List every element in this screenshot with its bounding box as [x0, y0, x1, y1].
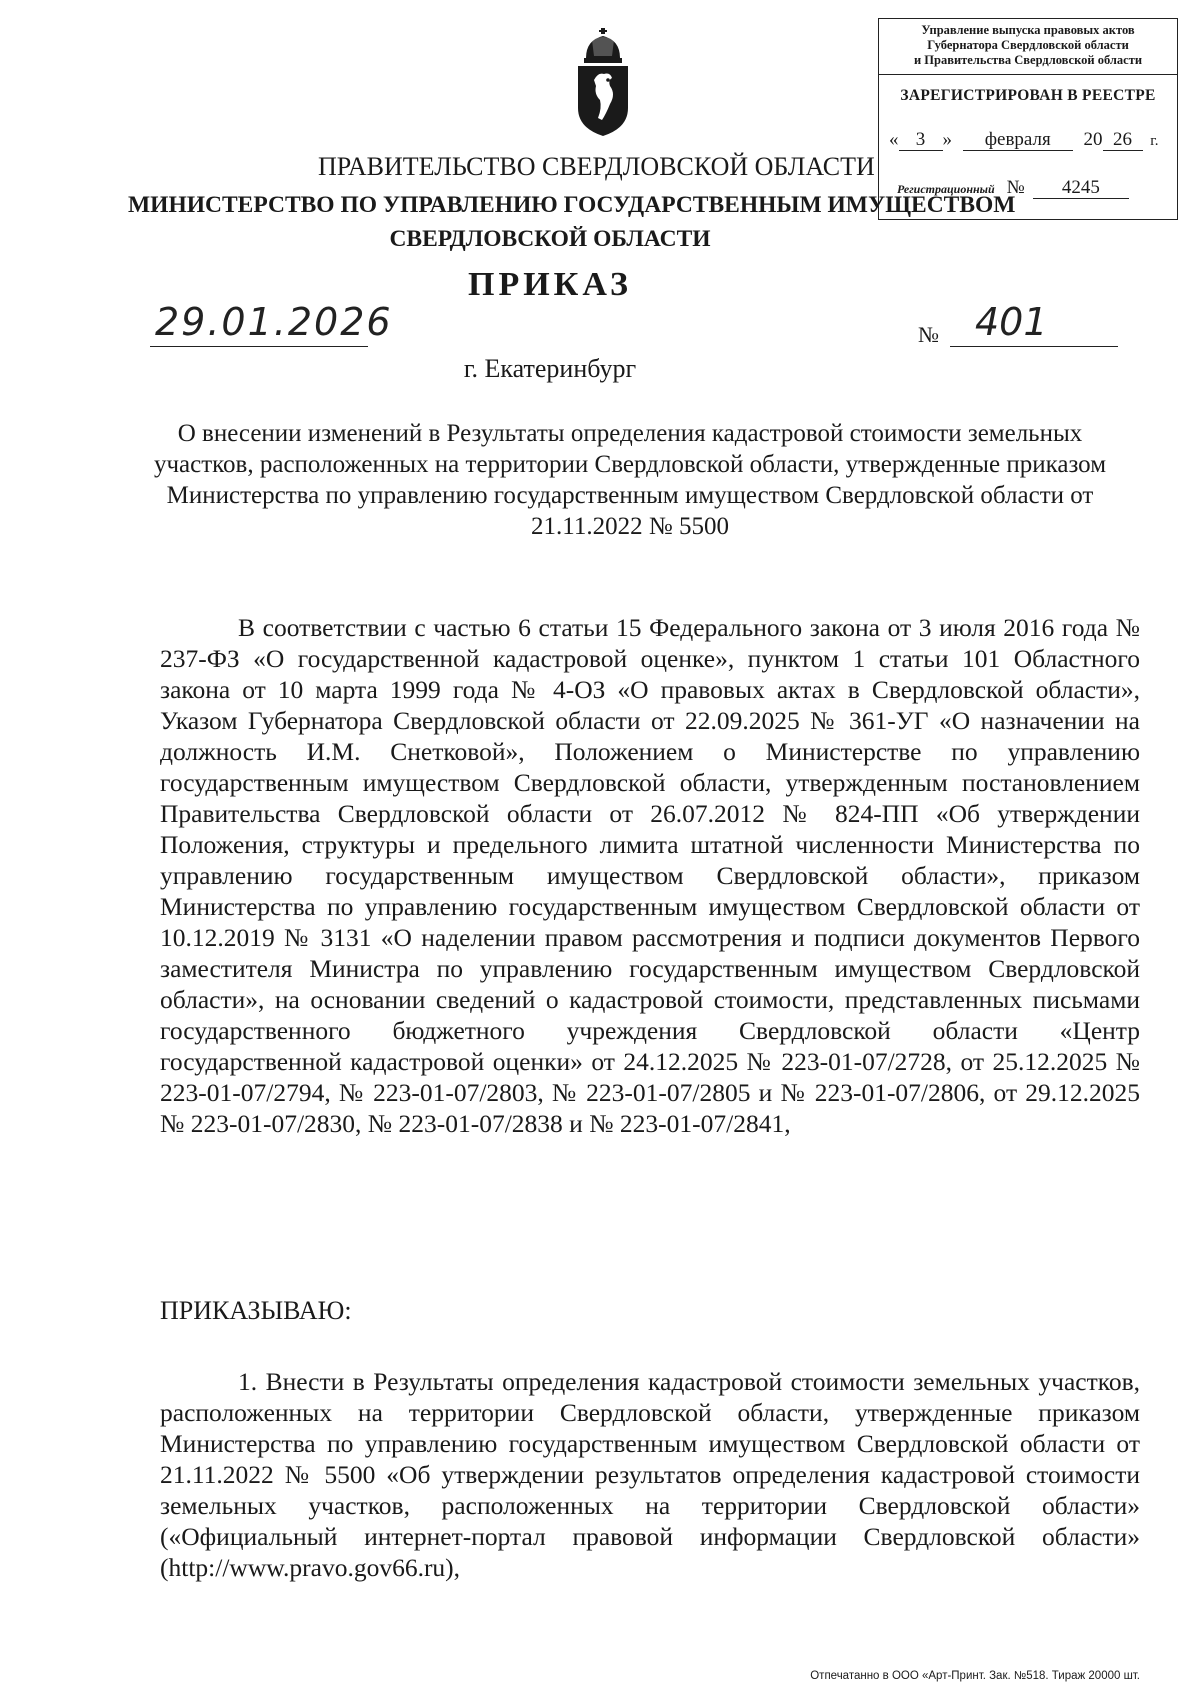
stamp-year-prefix: 20 [1083, 129, 1103, 150]
government-title: ПРАВИТЕЛЬСТВО СВЕРДЛОВСКОЙ ОБЛАСТИ [318, 152, 875, 181]
order-subject: О внесении изменений в Результаты определения кадастровой стоимости земельных участков, расположенных на территории Свердловской области, утвержденные приказом Министерства по управлению государственным имуществом Свердловской области от 21.11.2022 № 5500 [153, 420, 1107, 540]
ministry-title-line2: СВЕРДЛОВСКОЙ ОБЛАСТИ [389, 226, 711, 252]
document-type: ПРИКАЗ [468, 266, 632, 303]
order-number-underline [950, 346, 1118, 347]
stamp-registered-label: ЗАРЕГИСТРИРОВАН В РЕЕСТРЕ [900, 87, 1156, 104]
order-number-sign: № [918, 322, 939, 347]
order-word: ПРИКАЗЫВАЮ: [160, 1296, 352, 1325]
stamp-reg-number: Регистрационный № 4245 [897, 177, 1167, 199]
ministry-title-line1: МИНИСТЕРСТВО ПО УПРАВЛЕНИЮ ГОСУДАРСТВЕННЫМ ИМУЩЕСТВОМ [128, 192, 1016, 218]
print-footer: Отпечатанно в ООО «Арт-Принт. Зак. №518. Тираж 20000 шт. [810, 1670, 1140, 1682]
stamp-month: февраля [963, 130, 1073, 151]
order-date: 29.01.2026 [155, 300, 393, 344]
order-number: 401 [975, 300, 1048, 344]
preamble-paragraph: В соответствии с частью 6 статьи 15 Федерального закона от 3 июля 2016 года № 237-ФЗ «О государственной кадастровой оценке», пунктом 1 статьи 101 Областного закона от 10 марта 1999 года № 4-ОЗ «О правовых актах в Свердловской области», Указом Губернатора Свердловской области от 22.09.2025 № 361-УГ «О назначении на должность И.М. Снетковой», Положением о Министерстве по управлению государственным имуществом Свердловской области, утвержденным постановлением Правительства Свердловской области от 26.07.2012 № 824-ПП «Об утверждении Положения, структуры и предельного лимита штатной численности Министерства по управлению государственным имуществом Свердловской области», приказом Министерства по управлению государственным имуществом Свердловской области от 10.12.2019 № 3131 «О наделении правом рассмотрения и подписи документов Первого заместителя Министра по управлению государственным имуществом Свердловской области», на основании сведений о кадастровой стоимости, представленных письмами государственного бюджетного учреждения Свердловской области «Центр государственной кадастровой оценки» от 24.12.2025 № 223-01-07/2728, от 25.12.2025 № 223-01-07/2794, № 223-01-07/2803, № 223-01-07/2805 и № 223-01-07/2806, от 29.12.2025 № 223-01-07/2830, № 223-01-07/2838 и № 223-01-07/2841, [160, 613, 1140, 1138]
registration-stamp [878, 18, 1178, 220]
stamp-date: « 3 » февраля 20 26 г. [889, 129, 1159, 150]
stamp-day: 3 [899, 130, 943, 151]
stamp-reg-number-value: 4245 [1033, 178, 1129, 199]
stamp-header: Управление выпуска правовых актов Губернатора Свердловской области и Правительства Свердловской области [879, 19, 1177, 75]
coat-of-arms-icon [572, 28, 634, 138]
item-1-paragraph: 1. Внести в Результаты определения кадастровой стоимости земельных участков, расположенных на территории Свердловской области, утвержденные приказом Министерства по управлению государственным имуществом Свердловской области от 21.11.2022 № 5500 «Об утверждении результатов определения кадастровой стоимости земельных участков, расположенных на территории Свердловской области» («Официальный интернет-портал правовой информации Свердловской области» (http://www.pravo.gov66.ru), [160, 1367, 1140, 1582]
city: г. Екатеринбург [463, 354, 637, 383]
order-date-underline [150, 346, 368, 347]
stamp-year-suffix: 26 [1103, 130, 1143, 151]
